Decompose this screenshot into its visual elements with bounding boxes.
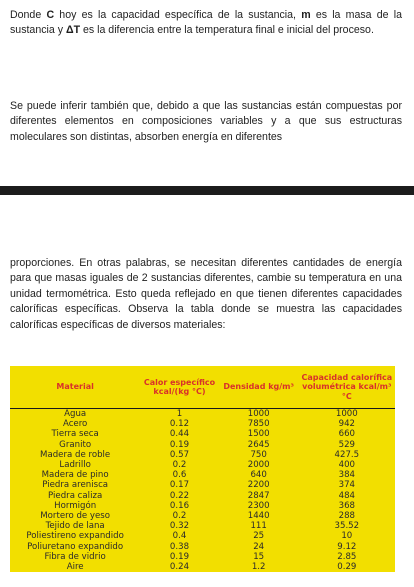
second-paragraph: Se puede inferir también que, debido a que las sustancias están compuestas por diferentes elementos en composiciones variables y a que sus estructuras moleculares son distintas, absorben energía en diferentes [10, 100, 402, 143]
cell-volumetric-capacity: 0.29 [337, 562, 357, 573]
table-row [10, 531, 395, 541]
table-row [10, 429, 395, 439]
cell-volumetric-capacity: 2.85 [337, 551, 357, 562]
cell-density: 1440 [247, 511, 270, 522]
cell-density: 1500 [247, 429, 270, 440]
cell-material: Madera de pino [41, 470, 109, 481]
cell-specific-heat: 0.22 [169, 490, 190, 501]
cell-volumetric-capacity: 35.52 [334, 521, 360, 532]
cell-material: Ladrillo [59, 460, 91, 471]
cell-specific-heat: 0.44 [169, 429, 190, 440]
table-row [10, 409, 395, 420]
cell-volumetric-capacity: 660 [338, 429, 356, 440]
cell-material: Aire [66, 562, 84, 573]
cell-specific-heat: 0.4 [172, 531, 187, 542]
table-row [10, 501, 395, 511]
cell-density: 2200 [247, 480, 270, 491]
cell-material: Fibra de vidrio [44, 551, 106, 562]
cell-density: 2645 [247, 439, 270, 450]
cell-volumetric-capacity: 9.12 [337, 541, 357, 552]
cell-density: 640 [250, 470, 267, 481]
cell-volumetric-capacity: 368 [338, 500, 356, 511]
intro-text-2: hoy es la capacidad específica de la sustancia, [54, 9, 302, 21]
cell-specific-heat: 0.19 [169, 439, 190, 450]
header-density: Densidad kg/m³ [219, 366, 299, 409]
table-row [10, 450, 395, 460]
cell-specific-heat: 0.32 [169, 521, 190, 532]
cell-volumetric-capacity: 10 [341, 531, 353, 542]
cell-specific-heat: 0.6 [172, 470, 187, 481]
cell-material: Granito [59, 439, 92, 450]
materials-table [10, 366, 395, 572]
cell-specific-heat: 0.16 [169, 500, 190, 511]
cell-volumetric-capacity: 1000 [335, 409, 358, 419]
table-row [10, 521, 395, 531]
table-row [10, 440, 395, 450]
intro-paragraph [10, 8, 402, 39]
intro-text-4: es la diferencia entre la temperatura final e inicial del proceso. [80, 24, 374, 37]
cell-volumetric-capacity: 374 [338, 480, 356, 491]
cell-specific-heat: 0.38 [169, 541, 190, 552]
cell-specific-heat: 0.57 [169, 449, 190, 460]
header-material: Material [10, 366, 140, 409]
cell-material: Tejido de lana [45, 521, 105, 532]
cell-material: Piedra arenisca [42, 480, 109, 491]
header-volumetric-capacity: Capacidad calorífica volumétrica kcal/m³ °C [299, 366, 395, 409]
cell-density: 2300 [247, 500, 270, 511]
cell-volumetric-capacity: 400 [338, 460, 356, 471]
cell-material: Poliestireno expandido [26, 531, 124, 542]
third-paragraph: proporciones. En otras palabras, se necesitan diferentes cantidades de energía para que masas iguales de 2 sustancias diferentes, cambie su temperatura en una unidad termométrica. Esto queda reflejado en que tienen diferentes capacidades caloríficas específicas. Observa la tabla donde se muestra las capacidades caloríficas específicas de diversos materiales: [10, 257, 402, 331]
intro-text-3: es la masa de la sustancia y [10, 9, 403, 37]
cell-specific-heat: 0.2 [172, 460, 187, 471]
cell-material: Madera de roble [40, 449, 111, 460]
cell-density: 15 [253, 551, 265, 562]
cell-density: 2847 [247, 490, 270, 501]
page-divider [0, 186, 414, 195]
header-specific-heat: Calor específico kcal/(kg °C) [140, 366, 218, 409]
table-header-row [10, 366, 395, 409]
table-row [10, 542, 395, 552]
cell-specific-heat: 0.17 [169, 480, 190, 491]
cell-material: Hormigón [54, 500, 97, 511]
cell-density: 24 [253, 541, 265, 552]
cell-density: 1.2 [251, 562, 266, 573]
table-row [10, 480, 395, 490]
cell-specific-heat: 0.2 [172, 511, 187, 522]
table-row [10, 419, 395, 429]
cell-density: 7850 [247, 419, 270, 430]
cell-material: Agua [64, 409, 87, 419]
cell-density: 750 [250, 449, 267, 460]
table-row [10, 511, 395, 521]
c-symbol: C [46, 9, 55, 21]
delta-t-symbol: ΔT [65, 24, 81, 37]
cell-specific-heat: 0.12 [169, 419, 190, 430]
cell-volumetric-capacity: 427.5 [334, 449, 360, 460]
m-symbol: m [301, 9, 311, 21]
cell-volumetric-capacity: 484 [338, 490, 356, 501]
cell-volumetric-capacity: 529 [338, 439, 356, 450]
intro-text-1: Donde [10, 9, 47, 21]
cell-material: Tierra seca [51, 429, 99, 440]
cell-density: 111 [250, 521, 267, 532]
cell-density: 2000 [247, 460, 270, 471]
cell-volumetric-capacity: 942 [338, 419, 356, 430]
cell-material: Acero [62, 419, 88, 430]
table-row [10, 491, 395, 501]
table-row [10, 562, 395, 572]
table-row [10, 552, 395, 562]
table-row [10, 460, 395, 470]
cell-volumetric-capacity: 288 [338, 511, 356, 522]
cell-density: 25 [253, 531, 265, 542]
cell-specific-heat: 0.24 [169, 562, 190, 573]
cell-material: Piedra caliza [48, 490, 103, 501]
cell-specific-heat: 1 [176, 409, 183, 419]
cell-material: Mortero de yeso [40, 511, 111, 522]
cell-specific-heat: 0.19 [169, 551, 190, 562]
cell-material: Poliuretano expandido [27, 541, 124, 552]
cell-density: 1000 [247, 409, 270, 419]
table-row [10, 470, 395, 480]
cell-volumetric-capacity: 384 [338, 470, 356, 481]
